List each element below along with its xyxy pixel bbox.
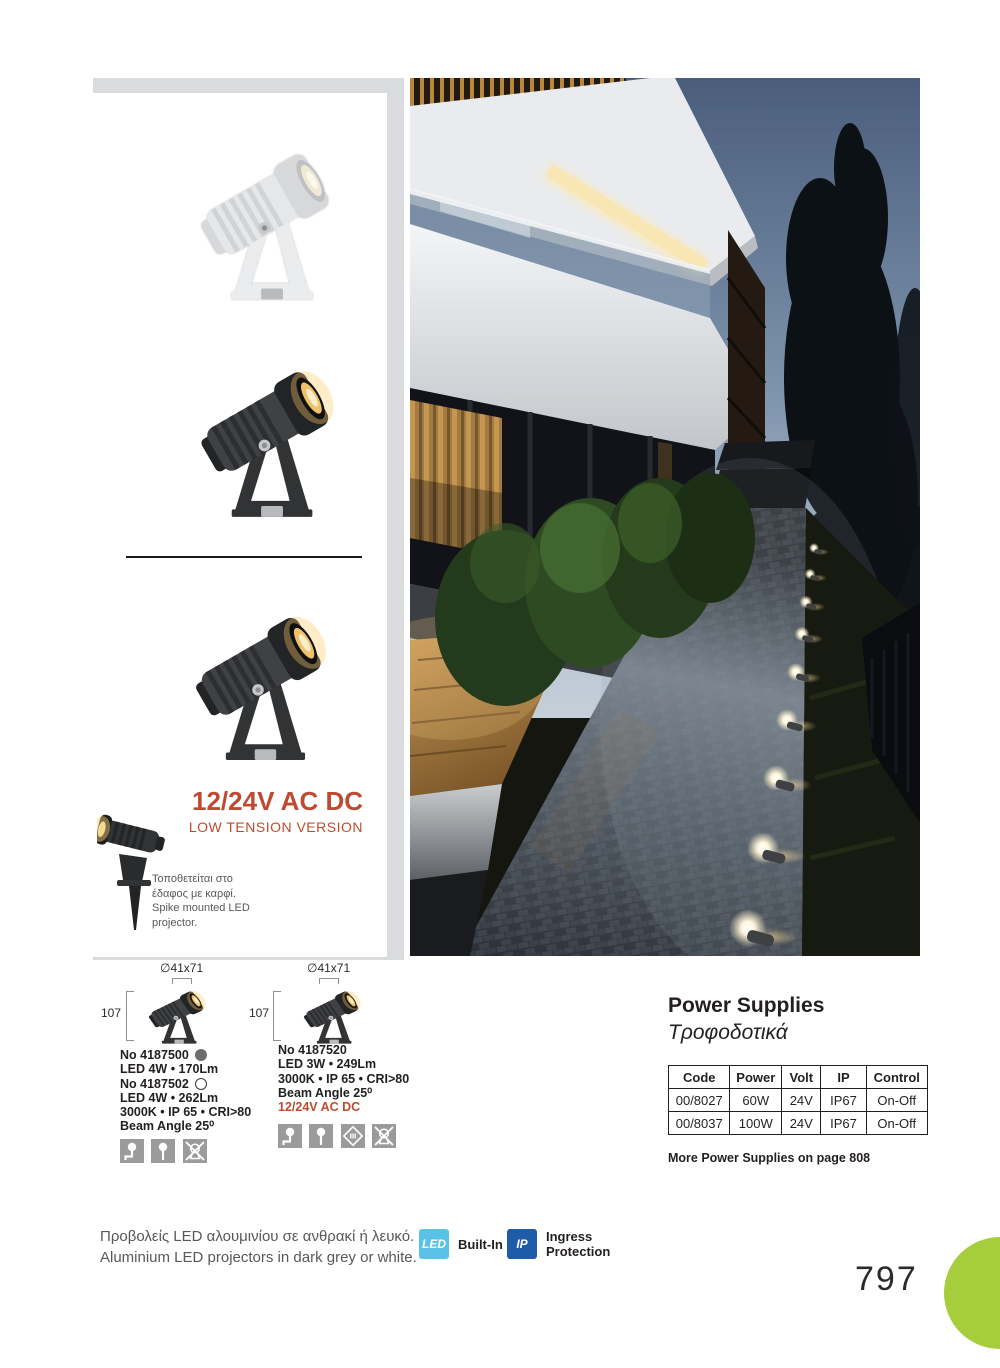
cell-volt: 24V (782, 1112, 821, 1135)
dimension-label: ∅41x71 (160, 961, 204, 975)
color-swatch-white (195, 1078, 207, 1090)
page-number: 797 (855, 1260, 918, 1298)
spike-note-english: Spike mounted LED projector. (152, 902, 250, 929)
table-header-row (669, 1066, 928, 1089)
capability-icons (120, 1139, 251, 1163)
ground-mount-icon (151, 1139, 175, 1163)
dark-grey-projector-image (183, 335, 351, 540)
col-header: Control (866, 1066, 927, 1089)
low-tension-subtitle: LOW TENSION VERSION (188, 819, 363, 835)
cell-ip: IP67 (821, 1112, 866, 1135)
ip-badge-text: Ingress Protection (546, 1229, 611, 1259)
dark-grey-projector-image-2 (178, 583, 343, 781)
product-spec: 3000K • IP 65 • CRI>80 (120, 1105, 252, 1120)
spike-note-greek: Τοποθετείται στο έδαφος με καρφί. (152, 873, 236, 900)
cell-code: 00/8037 (669, 1112, 730, 1135)
col-header: Volt (782, 1066, 821, 1089)
table-row (669, 1089, 928, 1112)
power-supplies-section (668, 994, 928, 1165)
height-bracket (273, 991, 281, 1041)
cell-volt: 24V (782, 1089, 821, 1112)
footer-description (100, 1226, 417, 1268)
low-tension-block (158, 786, 363, 835)
white-projector-image (183, 120, 351, 320)
product-spec: LED 4W • 170Lm (120, 1062, 219, 1077)
ip-protection-badge-group (507, 1229, 631, 1259)
ambience-photo (410, 78, 920, 956)
col-header: Power (730, 1066, 782, 1089)
power-supplies-table (668, 1065, 928, 1135)
projector-thumbnail (296, 984, 368, 1046)
led-badge-text: Built-In (458, 1236, 503, 1252)
product-spec: LED 4W • 262Lm (120, 1090, 219, 1105)
panel-divider (126, 556, 362, 558)
ground-mount-icon (309, 1124, 333, 1148)
capability-icons (278, 1124, 409, 1148)
product-code: No 4187500 (120, 1048, 189, 1062)
product-code: No 4187520 (278, 1043, 347, 1057)
cell-code: 00/8027 (669, 1089, 730, 1112)
product-spec: 3000K • IP 65 • CRI>80 (278, 1071, 410, 1086)
cell-power: 100W (730, 1112, 782, 1135)
cell-control: On-Off (866, 1089, 927, 1112)
product-code: No 4187502 (120, 1076, 189, 1091)
product-spec: LED 3W • 249Lm (278, 1057, 377, 1072)
no-replaceable-lamp-icon (372, 1124, 396, 1148)
cell-control: On-Off (866, 1112, 927, 1135)
product-spec: Beam Angle 25⁰ (120, 1119, 215, 1134)
low-tension-title: 12/24V AC DC (192, 786, 363, 816)
height-bracket (126, 991, 134, 1041)
projector-thumbnail (141, 984, 213, 1046)
page-corner-circle (944, 1237, 1000, 1349)
product-4187520-specs (278, 1043, 409, 1148)
spike-note (152, 872, 264, 930)
col-header: Code (669, 1066, 730, 1089)
height-label: 107 (249, 1006, 270, 1020)
wall-mount-icon (278, 1124, 302, 1148)
color-swatch-dark-grey (195, 1049, 207, 1061)
wall-mount-icon (120, 1139, 144, 1163)
class-iii-icon (341, 1124, 365, 1148)
led-badge-icon: LED (419, 1229, 449, 1259)
height-label: 107 (101, 1006, 122, 1020)
col-header: IP (821, 1066, 866, 1089)
ip-badge-icon: IP (507, 1229, 537, 1259)
led-built-in-badge-group (419, 1229, 503, 1259)
power-supplies-title: Power Supplies (668, 994, 825, 1017)
product-4187500-specs (120, 1048, 251, 1163)
footer-description-greek: Προβολείς LED αλουμινίου σε ανθρακί ή λευκό. (100, 1228, 415, 1245)
cell-ip: IP67 (821, 1089, 866, 1112)
more-power-supplies-note: More Power Supplies on page 808 (668, 1151, 871, 1165)
no-replaceable-lamp-icon (183, 1139, 207, 1163)
table-row (669, 1112, 928, 1135)
power-supplies-subtitle: Τροφοδοτικά (668, 1021, 788, 1044)
product-voltage: 12/24V AC DC (278, 1100, 361, 1115)
footer-description-english: Aluminium LED projectors in dark grey or white. (100, 1249, 417, 1266)
cell-power: 60W (730, 1089, 782, 1112)
product-spec: Beam Angle 25⁰ (278, 1085, 373, 1100)
dimension-label: ∅41x71 (307, 961, 351, 975)
